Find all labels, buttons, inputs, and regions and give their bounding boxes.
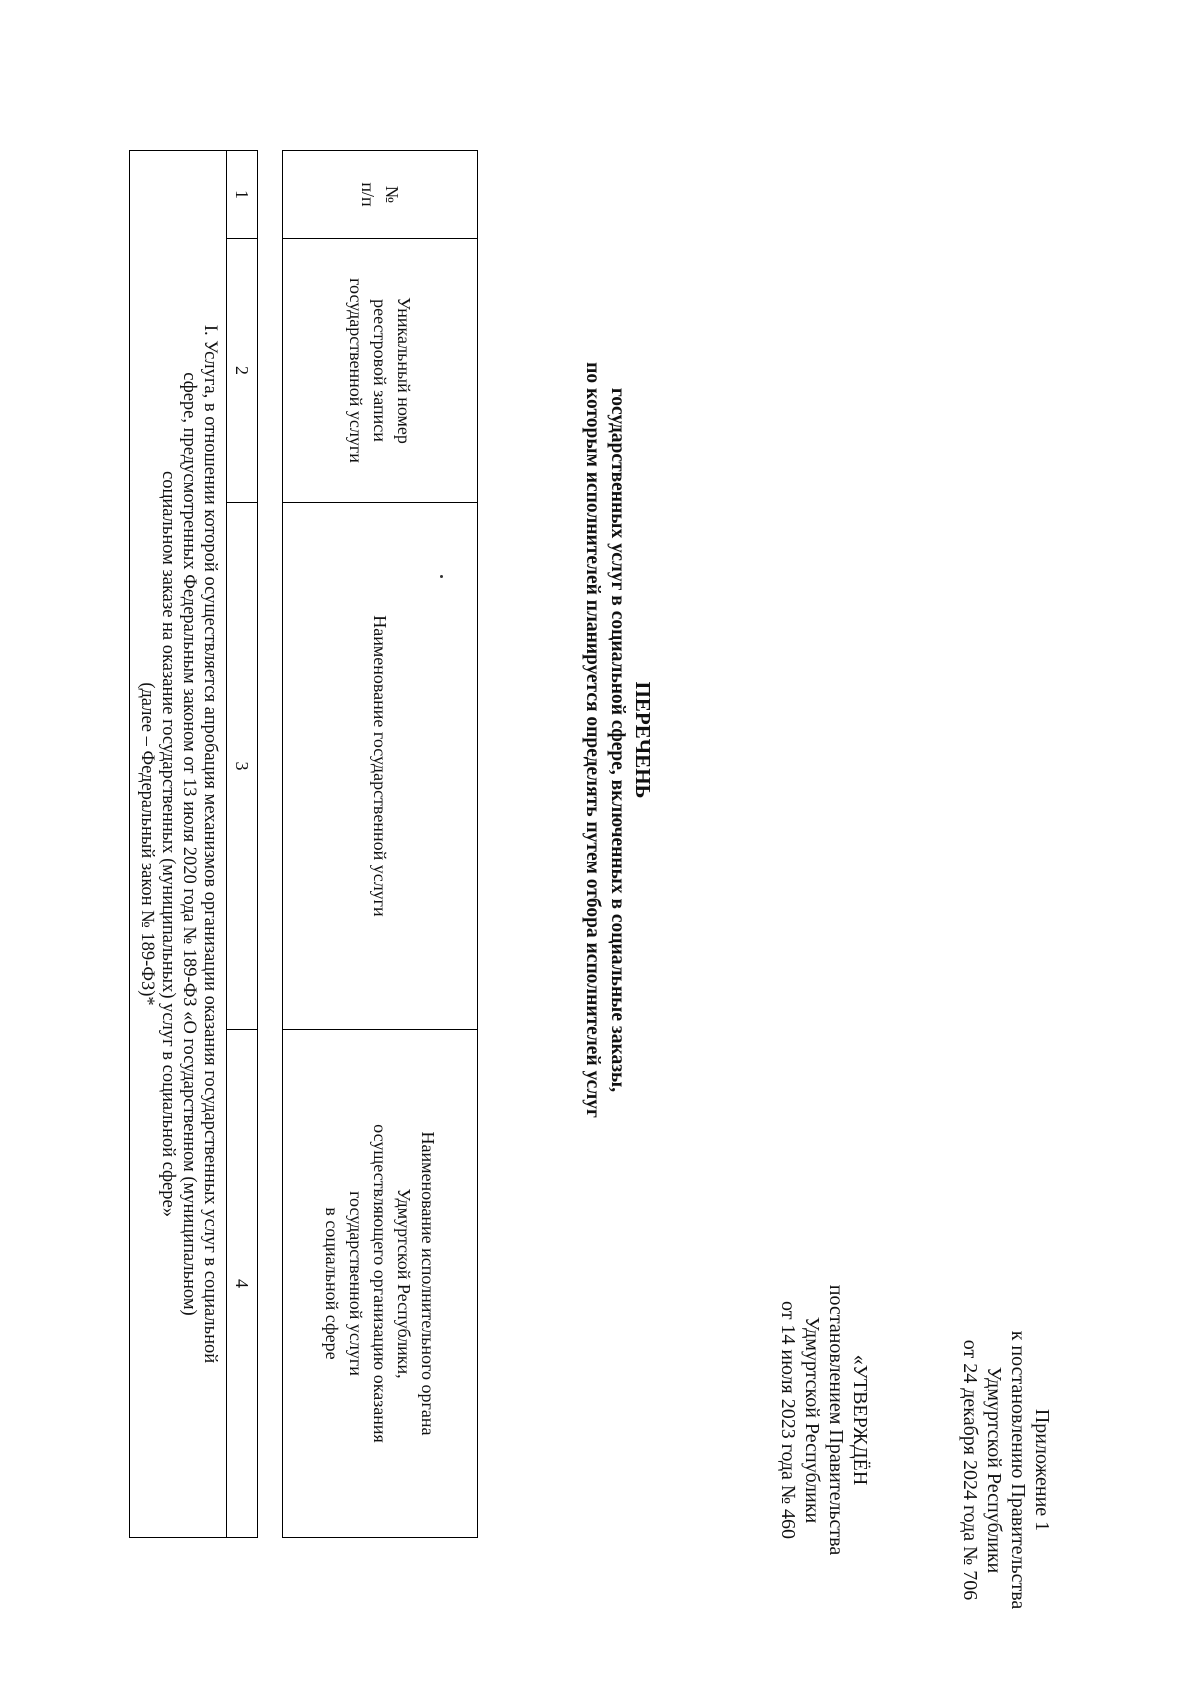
column-number: 1 (227, 151, 258, 239)
approval-line: Удмуртской Республики (801, 1316, 823, 1524)
title-main: ПЕРЕЧЕНЬ (631, 681, 655, 799)
title-line: государственных услуг в социальной сфере, включенных в социальные заказы, (607, 387, 628, 1093)
approval-line: постановлением Правительства (825, 1284, 847, 1556)
appendix-block (958, 1305, 1054, 1635)
header-cell-service-name: Наименование государственной услуги (283, 503, 478, 1030)
header-cell-executive-body: Наименование исполнительного органа Удмуртской Республики, осуществляющего организацию оказания государственной услуги в социальной сфере (283, 1030, 478, 1538)
column-number: 3 (227, 503, 258, 1030)
services-table (129, 150, 478, 1537)
document-title (580, 220, 655, 1260)
appendix-line: Удмуртской Республики (983, 1366, 1005, 1574)
table-header (282, 150, 478, 1538)
appendix-line: от 24 декабря 2024 года № 706 (959, 1339, 981, 1601)
appendix-line: Приложение 1 (1031, 1408, 1053, 1532)
column-number-row (227, 151, 258, 1538)
approval-line: «УТВЕРЖДЁН (849, 1354, 871, 1486)
column-number: 2 (227, 239, 258, 503)
section-row (130, 151, 227, 1538)
header-cell-number: № п/п (283, 151, 478, 239)
table-body (129, 150, 258, 1538)
title-line: по которым исполнителей планируется определять путем отбора исполнителей услуг (582, 362, 603, 1118)
approval-block (776, 1245, 872, 1595)
section-heading: I. Услуга, в отношении которой осуществляется апробация механизмов организации оказания государственных услуг в социальной сфере, предусмотренных Федеральным законом от 13 июля 2020 года № 189-ФЗ «О государственном (муниципальном) социальном заказе на оказание государственных (муниципальных) услуг в социальной сфере» (далее – Федеральный закон № 189-ФЗ)* (130, 151, 227, 1538)
appendix-line: к постановлению Правительства (1007, 1330, 1029, 1610)
header-cell-registry-number: Уникальный номер реестровой записи государственной услуги (283, 239, 478, 503)
header-row (283, 151, 478, 1538)
approval-line: от 14 июля 2023 года № 460 (777, 1300, 799, 1540)
column-number: 4 (227, 1030, 258, 1538)
